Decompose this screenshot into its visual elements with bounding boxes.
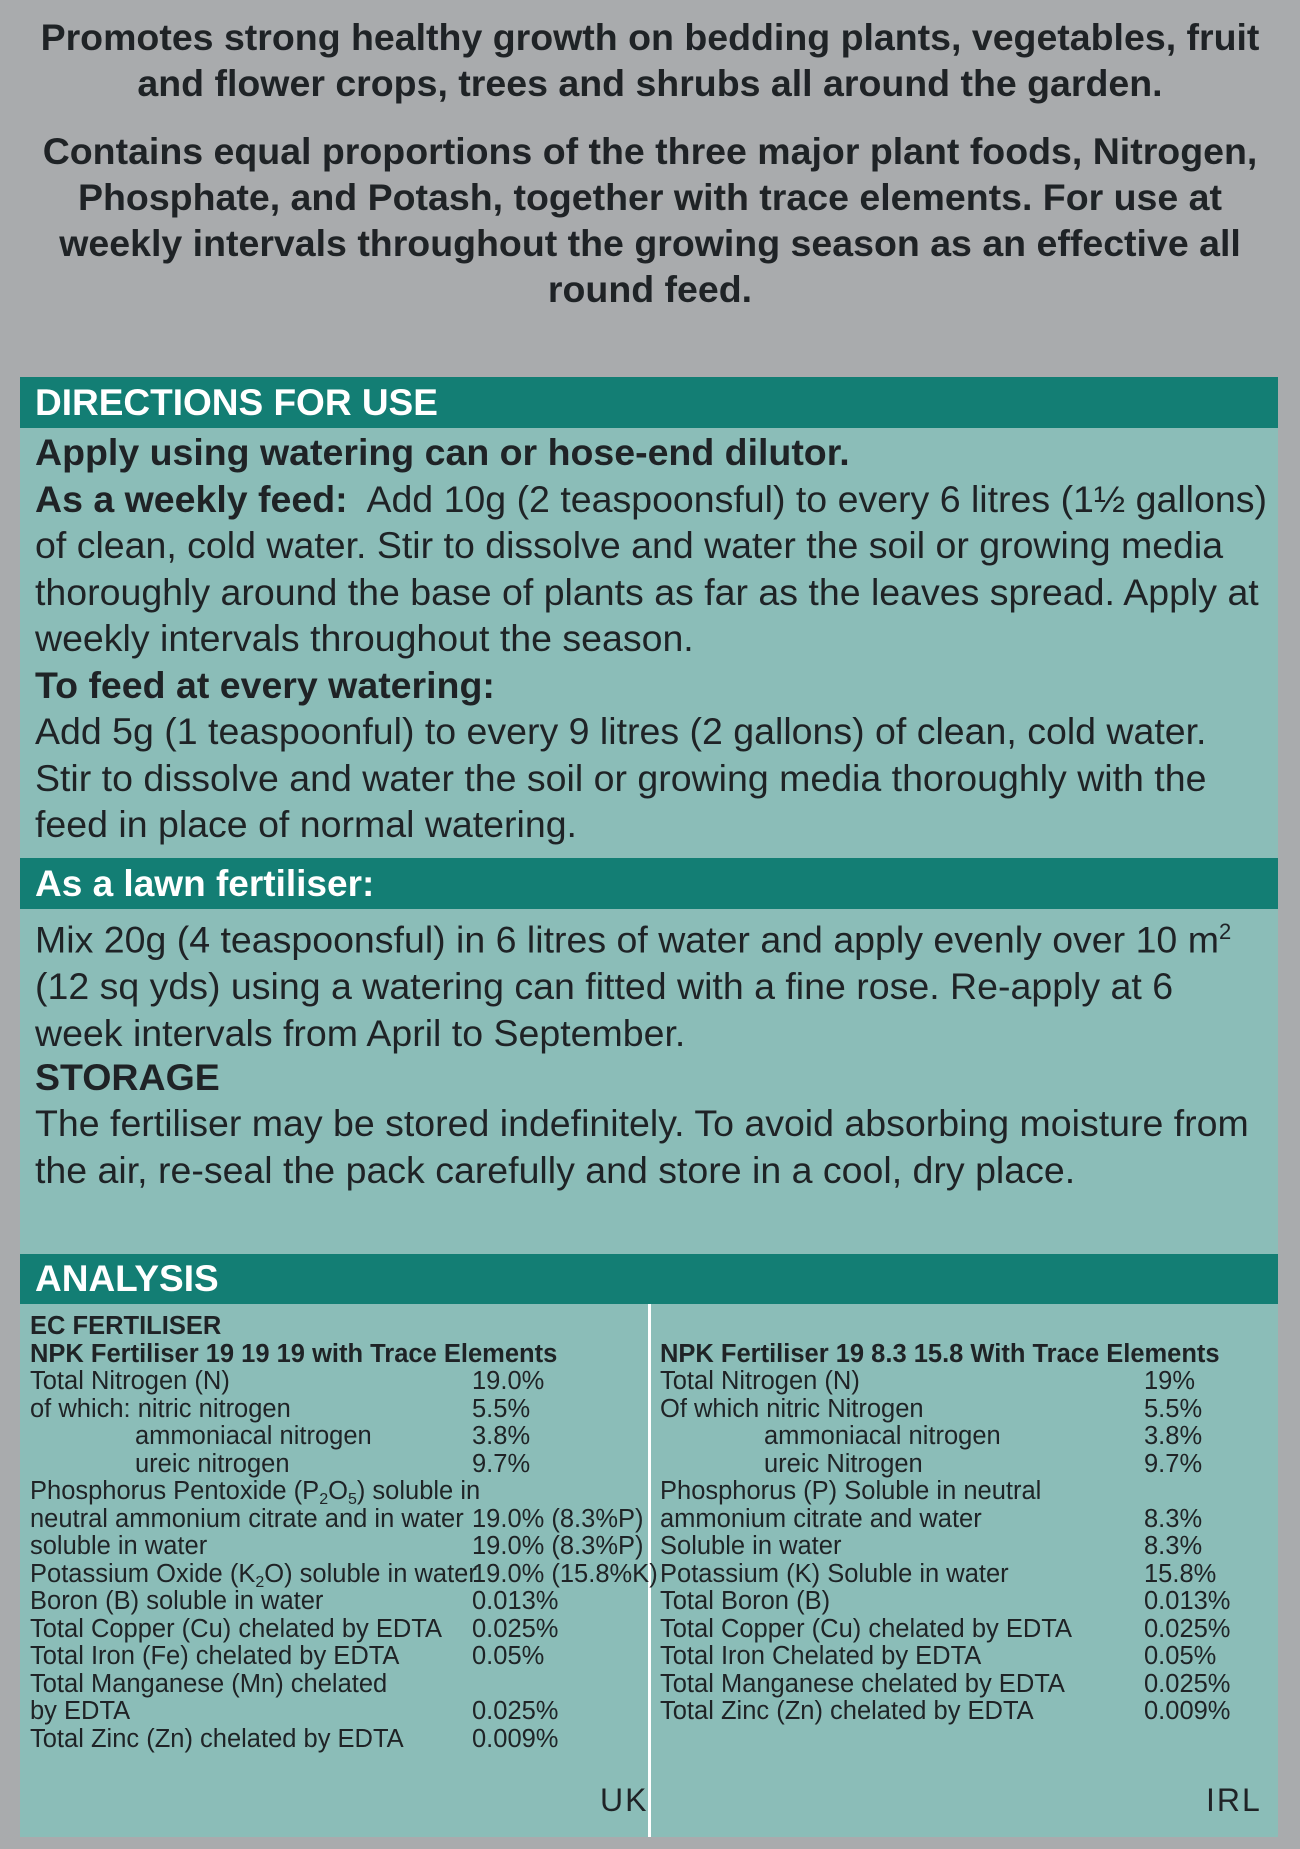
directions-body [35,429,1270,848]
irl-row-value: 8.3% [1144,1504,1203,1533]
uk-row-label: neutral ammonium citrate and in water [30,1504,464,1533]
irl-row-label: Total Zinc (Zn) chelated by EDTA [660,1697,1034,1725]
analysis-heading: ANALYSIS [20,1254,1278,1304]
uk-row-value: 9.7% [472,1449,531,1478]
analysis-table [20,1304,1278,1837]
irl-row-label: Soluble in water [660,1532,842,1560]
every-watering-text: Add 5g (1 teaspoonful) to every 9 litres (2 gallons) of clean, cold water. Stir to dissolve and water the soil or growing media thoroughly with the feed in place of normal watering. [35,710,1207,845]
uk-row-value: 19.0% [472,1367,545,1395]
uk-row-label: Total Manganese (Mn) chelated [30,1669,388,1698]
uk-row-value: 0.025% [472,1614,559,1643]
uk-row-value: 0.05% [472,1642,545,1670]
uk-row-value: 3.8% [472,1422,531,1450]
irl-row-value: 0.025% [1144,1614,1231,1643]
irl-row-value: 8.3% [1144,1532,1203,1560]
directions-panel [20,377,1278,1837]
intro-paragraph-2: Contains equal proportions of the three major plant foods, Nitrogen, Phosphate, and Potash, together with trace elements. For use at weekly intervals throughout the growing season as an effective all round feed. [42,130,1258,310]
directions-heading: DIRECTIONS FOR USE [20,377,1278,428]
uk-row-value: 19.0% (15.8%K) [472,1559,658,1588]
apply-line: Apply using watering can or hose-end dilutor. [35,431,850,473]
weekly-feed-label: As a weekly feed: [35,477,348,520]
irl-row-label: Total Nitrogen (N) [660,1367,860,1395]
irl-row-value: 9.7% [1144,1449,1203,1478]
irl-row-label: ammoniacal nitrogen [764,1422,1001,1450]
uk-row-label: Potassium Oxide $(K_2O)$ soluble in water [30,1559,477,1591]
uk-row-label: Phosphorus Pentoxide $(P_2O_5)$ soluble in [30,1477,481,1508]
irl-row-label: Phosphorus (P) Soluble in neutral [660,1477,1042,1505]
uk-title-1: EC FERTILISER [30,1312,222,1340]
uk-row-label: Total Nitrogen (N) [30,1367,230,1395]
irl-row-value: 0.013% [1144,1587,1231,1615]
subscript: 2 [255,1573,265,1591]
uk-row-value: 5.5% [472,1394,531,1423]
irl-row-value: 0.025% [1144,1669,1231,1698]
storage-text: The fertiliser may be stored indefinitely. To avoid absorbing moisture from the air, re-seal the pack carefully and store in a cool, dry place. [35,1102,1249,1191]
uk-row-label: Total Zinc (Zn) chelated by EDTA [30,1724,404,1753]
uk-row-label: ammoniacal nitrogen [135,1422,372,1450]
irl-row-label: Total Iron Chelated by EDTA [660,1642,982,1670]
storage-heading: STORAGE [35,1056,220,1098]
irl-row-value: 19% [1144,1367,1196,1395]
uk-title-2: NPK Fertiliser 19 19 19 with Trace Elements [30,1339,558,1368]
lawn-body [35,909,1270,1056]
lawn-heading: As a lawn fertiliser: [20,858,1278,909]
irl-row-label: Of which nitric Nitrogen [660,1394,924,1423]
uk-country-code: UK [600,1782,649,1818]
lawn-text: Mix 20g (4 teaspoonsful) in 6 litres of water and apply evenly over 10 $m^2$ (12 sq yds) using a watering can fitted with a fine rose. Re-apply at 6 week intervals from April to September. [35,918,1232,1054]
uk-row-value: 19.0% (8.3%P) [472,1532,644,1560]
irl-row-label: ureic Nitrogen [764,1449,923,1478]
subscript: 2 [319,1491,329,1508]
uk-row-value: 0.025% [472,1697,559,1725]
irl-title: NPK Fertiliser 19 8.3 15.8 With Trace Elements [660,1339,1220,1368]
irl-row-label: Total Boron (B) [660,1587,831,1615]
irl-row-value: 5.5% [1144,1394,1203,1423]
uk-row-value: 0.013% [472,1587,559,1615]
every-watering-label: To feed at every watering: [35,663,495,706]
irl-row-value: 0.05% [1144,1642,1217,1670]
intro-paragraph-1: Promotes strong healthy growth on bedding plants, vegetables, fruit and flower crops, trees and shrubs all around the garden. [40,16,1260,104]
storage-body [35,1100,1270,1193]
uk-row-label: of which: nitric nitrogen [30,1394,291,1423]
weekly-feed-paragraph [35,476,1270,662]
irl-row-value: 0.009% [1144,1697,1231,1725]
uk-row-value: 19.0% (8.3%P) [472,1504,644,1533]
irl-row-value: 15.8% [1144,1559,1217,1588]
uk-row-label: Total Iron (Fe) chelated by EDTA [30,1642,400,1670]
irl-country-code: IRL [1206,1782,1262,1818]
uk-row-label: Total Copper (Cu) chelated by EDTA [30,1614,442,1643]
intro-section [20,14,1280,312]
irl-row-label: Total Manganese chelated by EDTA [660,1669,1065,1698]
uk-row-label: by EDTA [30,1697,131,1725]
uk-row-label: Boron (B) soluble in water [30,1587,324,1615]
weekly-feed-text: Add 10g (2 teaspoonsful) to every 6 litres (1½ gallons) of clean, cold water. Stir to dissolve and water the soil or growing media thoroughly around the base of plants as far as the leaves spread. Apply at weekly intervals throughout the season. [35,477,1267,659]
uk-row-label: ureic nitrogen [135,1449,290,1478]
irl-row-value: 3.8% [1144,1422,1203,1450]
irl-row-label: ammonium citrate and water [660,1504,982,1533]
uk-row-value: 0.009% [472,1724,559,1753]
irl-row-label: Potassium (K) Soluble in water [660,1559,1009,1588]
irl-row-label: Total Copper (Cu) chelated by EDTA [660,1614,1072,1643]
subscript: 5 [347,1491,357,1508]
uk-row-label: soluble in water [30,1532,208,1560]
